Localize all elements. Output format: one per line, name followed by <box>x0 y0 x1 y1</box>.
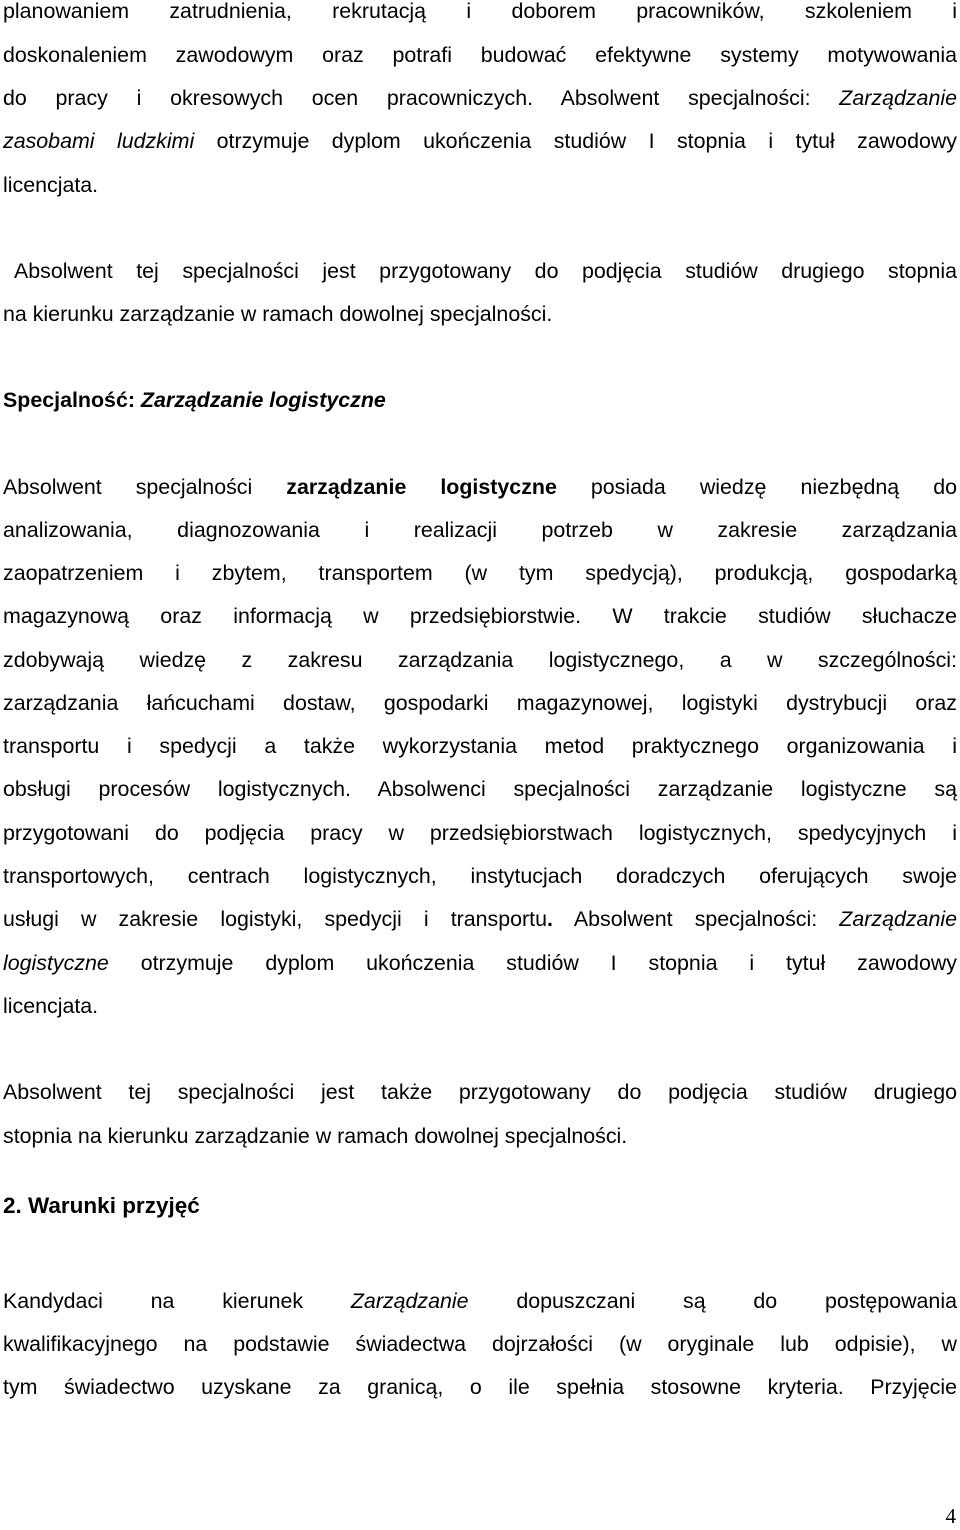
section-heading: 2. Warunki przyjęć <box>3 1193 200 1218</box>
text-line: analizowania, diagnozowania i realizacji potrzeb w zakresie zarządzania <box>3 518 957 542</box>
text-line: zarządzania łańcuchami dostaw, gospodarki magazynowej, logistyki dystrybucji oraz <box>3 691 957 715</box>
text-line: doskonaleniem zawodowym oraz potrafi budować efektywne systemy motywowania <box>3 43 957 67</box>
text-line: logistyczne otrzymuje dyplom ukończenia studiów I stopnia i tytuł zawodowy <box>3 951 957 975</box>
text-line: licencjata. <box>3 173 99 197</box>
specialty-heading: Specjalność: Zarządzanie logistyczne <box>3 388 386 412</box>
text-line: zasobami ludzkimi otrzymuje dyplom ukończenia studiów I stopnia i tytuł zawodowy <box>3 129 958 153</box>
text-line: usługi w zakresie logistyki, spedycji i transportu. Absolwent specjalności: Zarządzanie <box>3 907 957 931</box>
text-line: zaopatrzeniem i zbytem, transportem (w tym spedycją), produkcją, gospodarką <box>3 561 957 585</box>
text-line: transportu i spedycji a także wykorzystania metod praktycznego organizowania i <box>3 734 957 758</box>
page-number: 4 <box>945 1504 956 1528</box>
text-line: Kandydaci na kierunek Zarządzanie dopuszczani są do postępowania <box>3 1289 957 1313</box>
text-line: przygotowani do podjęcia pracy w przedsiębiorstwach logistycznych, spedycyjnych i <box>3 821 957 845</box>
text-line: magazynową oraz informacją w przedsiębiorstwie. W trakcie studiów słuchacze <box>3 604 957 628</box>
text-line: tym świadectwo uzyskane za granicą, o ile spełnia stosowne kryteria. Przyjęcie <box>3 1375 957 1399</box>
text-line: Absolwent tej specjalności jest przygotowany do podjęcia studiów drugiego stopnia <box>14 259 957 283</box>
text-line: obsługi procesów logistycznych. Absolwenci specjalności zarządzanie logistyczne są <box>3 777 957 801</box>
text-line: na kierunku zarządzanie w ramach dowolnej specjalności. <box>3 302 553 326</box>
text-line: kwalifikacyjnego na podstawie świadectwa dojrzałości (w oryginale lub odpisie), w <box>3 1332 957 1356</box>
text-line: zdobywają wiedzę z zakresu zarządzania logistycznego, a w szczególności: <box>3 648 957 672</box>
text-line: transportowych, centrach logistycznych, instytucjach doradczych oferujących swoje <box>3 864 957 888</box>
text-line: planowaniem zatrudnienia, rekrutacją i doborem pracowników, szkoleniem i <box>3 0 957 23</box>
text-line: Absolwent specjalności zarządzanie logistyczne posiada wiedzę niezbędną do <box>3 475 957 499</box>
text-line: Absolwent tej specjalności jest także przygotowany do podjęcia studiów drugiego <box>3 1080 957 1104</box>
text-line: do pracy i okresowych ocen pracowniczych. Absolwent specjalności: Zarządzanie <box>3 86 957 110</box>
text-line: licencjata. <box>3 994 99 1018</box>
text-line: stopnia na kierunku zarządzanie w ramach dowolnej specjalności. <box>3 1124 628 1148</box>
